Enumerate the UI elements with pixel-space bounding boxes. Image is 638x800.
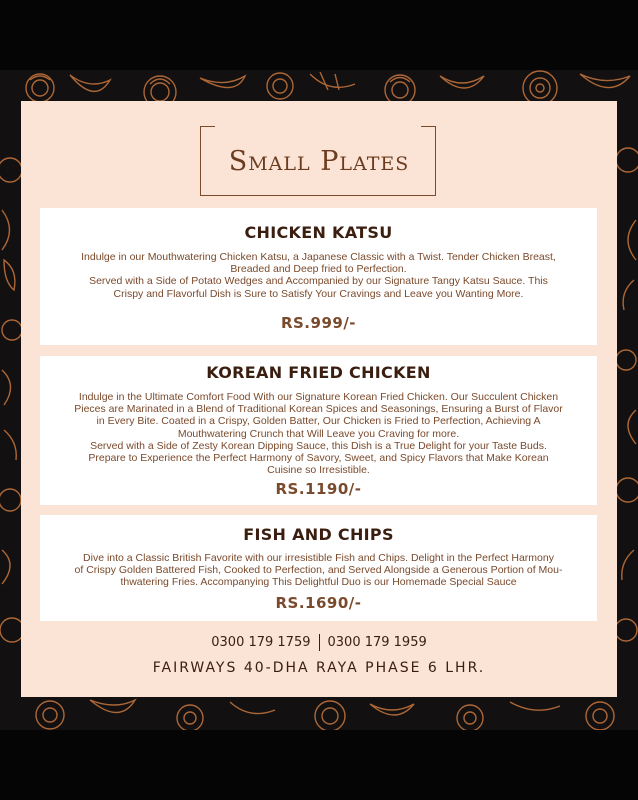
item-price: RS.1190/-	[275, 480, 362, 498]
description-line: of Crispy Golden Battered Fish, Cooked to Perfection, and Served Alongside a Generous Portion of Mou-	[74, 564, 563, 577]
menu-item-card	[40, 208, 597, 345]
description-line: Cuisine so Irresistible.	[267, 464, 370, 477]
menu-item-card	[40, 356, 597, 505]
phone-numbers	[21, 634, 617, 651]
description-line: Indulge in the Ultimate Comfort Food With our Signature Korean Fried Chicken. Our Succulent Chicken	[78, 391, 559, 403]
divider	[319, 634, 320, 651]
description-line: Prepare to Experience the Perfect Harmony of Savory, Sweet, and Spicy Flavors that Make Korean	[88, 452, 549, 465]
item-name: CHICKEN KATSU	[244, 223, 393, 242]
description-line: Dive into a Classic British Favorite with our irresistible Fish and Chips. Delight in the Perfect Harmony	[83, 552, 554, 564]
title-frame	[200, 126, 436, 196]
item-description	[48, 251, 589, 300]
item-description	[48, 391, 589, 476]
description-line: Pieces are Marinated in a Blend of Traditional Korean Spices and Seasonings, Ensuring a Burst of Flavor	[74, 403, 563, 416]
menu-panel	[21, 101, 617, 697]
description-line: Served with a Side of Zesty Korean Dipping Sauce, this Dish is a True Delight for your Taste Buds.	[90, 439, 547, 452]
description-line: Crispy and Flavorful Dish is Sure to Satisfy Your Cravings and Leave you Wanting More.	[113, 287, 524, 300]
item-name: KOREAN FRIED CHICKEN	[206, 363, 431, 382]
phone-number-2: 0300 179 1959	[327, 635, 427, 650]
description-line: Indulge in our Mouthwatering Chicken Katsu, a Japanese Classic with a Twist. Tender Chicken Breast,	[81, 251, 556, 263]
description-line: in Every Bite. Coated in a Crispy, Golden Batter, Our Chicken is Fried to Perfection, Achieving A	[96, 415, 541, 428]
address: FAIRWAYS 40-DHA RAYA PHASE 6 LHR.	[152, 660, 486, 676]
phone-number-1: 0300 179 1759	[211, 635, 311, 650]
menu-item-card	[40, 515, 597, 621]
item-price: RS.999/-	[280, 314, 357, 332]
description-line: Mouthwatering Crunch that Will Leave you Craving for more.	[177, 427, 460, 440]
item-price: RS.1690/-	[275, 594, 362, 612]
description-line: thwatering Fries. Accompanying This Delightful Duo is our Homemade Special Sauce	[120, 576, 517, 589]
description-line: Breaded and Deep fried to Perfection.	[230, 263, 407, 276]
description-line: Served with a Side of Potato Wedges and Accompanied by our Signature Tangy Katsu Sauce. This	[89, 275, 548, 288]
item-name: FISH AND CHIPS	[243, 525, 394, 544]
page-title: Small Plates	[228, 146, 410, 177]
item-description	[48, 552, 589, 589]
